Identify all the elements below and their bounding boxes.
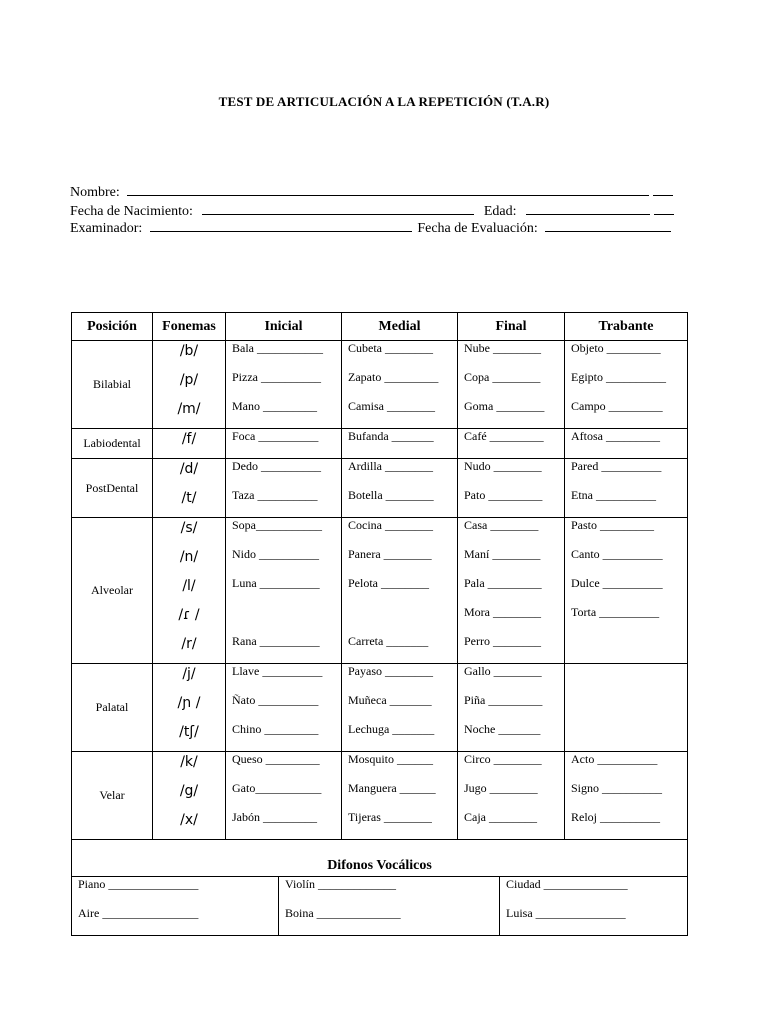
trabante-word[interactable]: Objeto _________ [571, 341, 661, 355]
fecha-nacimiento-label: Fecha de Nacimiento: [70, 204, 193, 219]
phonemes-cell [153, 518, 226, 664]
trabante-cell [565, 459, 688, 518]
medial-word[interactable]: Zapato _________ [348, 370, 439, 384]
difono-word[interactable]: Boina ______________ [285, 906, 401, 920]
medial-cell [342, 664, 458, 752]
trabante-word[interactable]: Reloj __________ [571, 810, 660, 824]
table-row [72, 429, 688, 459]
final-word[interactable]: Casa ________ [464, 518, 539, 532]
header-fonemas: Fonemas [153, 313, 226, 341]
final-cell [458, 752, 565, 840]
phoneme: /l/ [182, 578, 196, 594]
final-word[interactable]: Goma ________ [464, 399, 545, 413]
phoneme: /k/ [180, 754, 198, 770]
phoneme: /tʃ/ [179, 724, 199, 740]
header-medial: Medial [342, 313, 458, 341]
difonos-title-row [72, 840, 688, 877]
inicial-word[interactable]: Sopa___________ [232, 518, 322, 532]
medial-word[interactable]: Muñeca _______ [348, 693, 432, 707]
trabante-cell [565, 429, 688, 459]
final-word[interactable]: Jugo ________ [464, 781, 538, 795]
position-label: Labiodental [72, 429, 153, 459]
examinador-row [70, 219, 671, 237]
final-word[interactable]: Gallo ________ [464, 664, 542, 678]
inicial-cell [226, 429, 342, 459]
fecha-evaluacion-label: Fecha de Evaluación: [417, 221, 538, 236]
medial-word[interactable]: Ardilla ________ [348, 459, 433, 473]
phoneme: /t/ [181, 490, 197, 506]
trabante-word[interactable]: Pared __________ [571, 459, 662, 473]
inicial-word[interactable]: Taza __________ [232, 488, 318, 502]
page-title: TEST DE ARTICULACIÓN A LA REPETICIÓN (T.A.R) [218, 94, 550, 109]
difonos-col-3 [500, 877, 688, 936]
position-label: Palatal [72, 664, 153, 752]
inicial-word[interactable]: Llave __________ [232, 664, 323, 678]
nombre-field-end [653, 183, 673, 196]
phoneme: /f/ [181, 431, 197, 447]
trabante-word[interactable] [571, 634, 687, 663]
final-word[interactable]: Pato _________ [464, 488, 543, 502]
medial-word[interactable]: Mosquito ______ [348, 752, 434, 766]
difonos-table [71, 876, 688, 936]
difono-word[interactable]: Violín _____________ [285, 877, 396, 891]
medial-word[interactable]: Panera ________ [348, 547, 432, 561]
medial-cell [342, 752, 458, 840]
trabante-word[interactable]: Dulce __________ [571, 576, 663, 590]
inicial-word[interactable] [232, 605, 341, 634]
nombre-row [70, 183, 673, 201]
difono-word[interactable]: Aire ________________ [78, 906, 199, 920]
inicial-cell [226, 664, 342, 752]
inicial-word[interactable]: Nido __________ [232, 547, 319, 561]
table-body [72, 341, 688, 840]
phonemes-cell [153, 664, 226, 752]
inicial-word[interactable]: Ñato __________ [232, 693, 319, 707]
fecha-nacimiento-field[interactable] [202, 202, 474, 215]
phonemes-cell [153, 341, 226, 429]
phonemes-cell [153, 752, 226, 840]
header-posicion: Posición [72, 313, 153, 341]
final-cell [458, 518, 565, 664]
final-word[interactable]: Maní ________ [464, 547, 541, 561]
medial-cell [342, 459, 458, 518]
inicial-word[interactable]: Bala ___________ [232, 341, 323, 355]
phoneme: /j/ [182, 666, 196, 682]
difono-word[interactable]: Luisa _______________ [506, 906, 626, 920]
medial-word[interactable]: Cocina ________ [348, 518, 433, 532]
medial-word[interactable]: Tijeras ________ [348, 810, 432, 824]
phoneme: /m/ [177, 401, 201, 417]
final-word[interactable]: Circo ________ [464, 752, 542, 766]
phonemes-cell [153, 429, 226, 459]
table-row [72, 341, 688, 429]
inicial-word[interactable]: Luna __________ [232, 576, 320, 590]
inicial-word[interactable]: Dedo __________ [232, 459, 321, 473]
final-word[interactable]: Caja ________ [464, 810, 537, 824]
inicial-cell [226, 341, 342, 429]
phonemes-cell [153, 459, 226, 518]
articulation-table [71, 312, 688, 877]
fecha-nacimiento-row [70, 202, 674, 220]
table-row [72, 664, 688, 752]
examinador-label: Examinador: [70, 221, 143, 236]
difonos-col-1 [72, 877, 279, 936]
inicial-word[interactable]: Gato___________ [232, 781, 322, 795]
difonos-title: Difonos Vocálicos [72, 840, 688, 877]
final-cell [458, 341, 565, 429]
difonos-section [72, 840, 688, 877]
phoneme: /p/ [179, 372, 199, 388]
inicial-cell [226, 459, 342, 518]
final-cell [458, 664, 565, 752]
table-row [72, 518, 688, 664]
edad-field-end [654, 202, 674, 215]
table-header-row [72, 313, 688, 341]
fecha-evaluacion-field[interactable] [545, 219, 671, 232]
final-word[interactable]: Piña _________ [464, 693, 543, 707]
medial-word[interactable]: Lechuga _______ [348, 722, 435, 736]
phoneme: /g/ [179, 783, 199, 799]
inicial-word[interactable]: Mano _________ [232, 399, 317, 413]
final-word[interactable]: Nube ________ [464, 341, 541, 355]
table-row [72, 459, 688, 518]
medial-word[interactable]: Camisa ________ [348, 399, 435, 413]
nombre-field[interactable] [127, 183, 649, 196]
trabante-word[interactable]: Campo _________ [571, 399, 663, 413]
trabante-word[interactable]: Etna __________ [571, 488, 656, 502]
final-word[interactable]: Café _________ [464, 429, 544, 443]
table-row [72, 752, 688, 840]
header-trabante: Trabante [565, 313, 688, 341]
position-label: Velar [72, 752, 153, 840]
trabante-word[interactable]: Egipto __________ [571, 370, 666, 384]
medial-word[interactable]: Payaso ________ [348, 664, 433, 678]
medial-word[interactable]: Botella ________ [348, 488, 434, 502]
trabante-word[interactable]: Torta __________ [571, 605, 660, 619]
trabante-word[interactable]: Signo __________ [571, 781, 663, 795]
medial-cell [342, 518, 458, 664]
medial-cell [342, 341, 458, 429]
trabante-cell [565, 752, 688, 840]
edad-field[interactable] [526, 202, 650, 215]
examinador-field[interactable] [150, 219, 412, 232]
nombre-label: Nombre: [70, 185, 120, 200]
inicial-cell [226, 752, 342, 840]
difono-word[interactable]: Ciudad ______________ [506, 877, 628, 891]
medial-cell [342, 429, 458, 459]
position-label: Bilabial [72, 341, 153, 429]
phoneme: /d/ [179, 461, 199, 477]
medial-word[interactable]: Cubeta ________ [348, 341, 433, 355]
inicial-word[interactable]: Pizza __________ [232, 370, 321, 384]
phoneme: /r/ [181, 636, 197, 652]
difonos-col-2 [279, 877, 500, 936]
medial-word[interactable]: Bufanda _______ [348, 429, 434, 443]
final-word[interactable]: Copa ________ [464, 370, 541, 384]
inicial-word[interactable]: Queso _________ [232, 752, 320, 766]
medial-word[interactable]: Carreta _______ [348, 634, 429, 648]
phoneme: /ɲ / [177, 695, 201, 711]
final-word[interactable]: Nudo ________ [464, 459, 542, 473]
medial-word[interactable]: Pelota ________ [348, 576, 429, 590]
medial-word[interactable]: Manguera ______ [348, 781, 436, 795]
trabante-word[interactable]: Aftosa _________ [571, 429, 660, 443]
inicial-word[interactable]: Jabón _________ [232, 810, 317, 824]
trabante-word[interactable]: Pasto _________ [571, 518, 655, 532]
phoneme: /x/ [180, 812, 198, 828]
trabante-cell [565, 664, 688, 752]
position-label: PostDental [72, 459, 153, 518]
phoneme: /n/ [179, 549, 199, 565]
final-cell [458, 429, 565, 459]
position-label: Alveolar [72, 518, 153, 664]
trabante-word[interactable] [571, 693, 687, 722]
final-word[interactable]: Pala _________ [464, 576, 542, 590]
inicial-word[interactable]: Foca __________ [232, 429, 319, 443]
final-word[interactable]: Perro ________ [464, 634, 541, 648]
phoneme: /s/ [180, 520, 198, 536]
phoneme: /ɾ / [178, 607, 200, 623]
trabante-word[interactable]: Canto __________ [571, 547, 663, 561]
trabante-word[interactable] [571, 722, 687, 751]
edad-label: Edad: [483, 204, 517, 219]
trabante-word[interactable]: Acto __________ [571, 752, 658, 766]
header-inicial: Inicial [226, 313, 342, 341]
trabante-cell [565, 518, 688, 664]
difonos-row [72, 877, 688, 936]
trabante-cell [565, 341, 688, 429]
inicial-cell [226, 518, 342, 664]
inicial-word[interactable]: Rana __________ [232, 634, 320, 648]
final-word[interactable]: Mora ________ [464, 605, 541, 619]
final-cell [458, 459, 565, 518]
final-word[interactable]: Noche _______ [464, 722, 541, 736]
header-final: Final [458, 313, 565, 341]
difono-word[interactable]: Piano _______________ [78, 877, 199, 891]
medial-word[interactable] [348, 605, 457, 634]
phoneme: /b/ [179, 343, 199, 359]
inicial-word[interactable]: Chino _________ [232, 722, 319, 736]
trabante-word[interactable] [571, 664, 687, 693]
